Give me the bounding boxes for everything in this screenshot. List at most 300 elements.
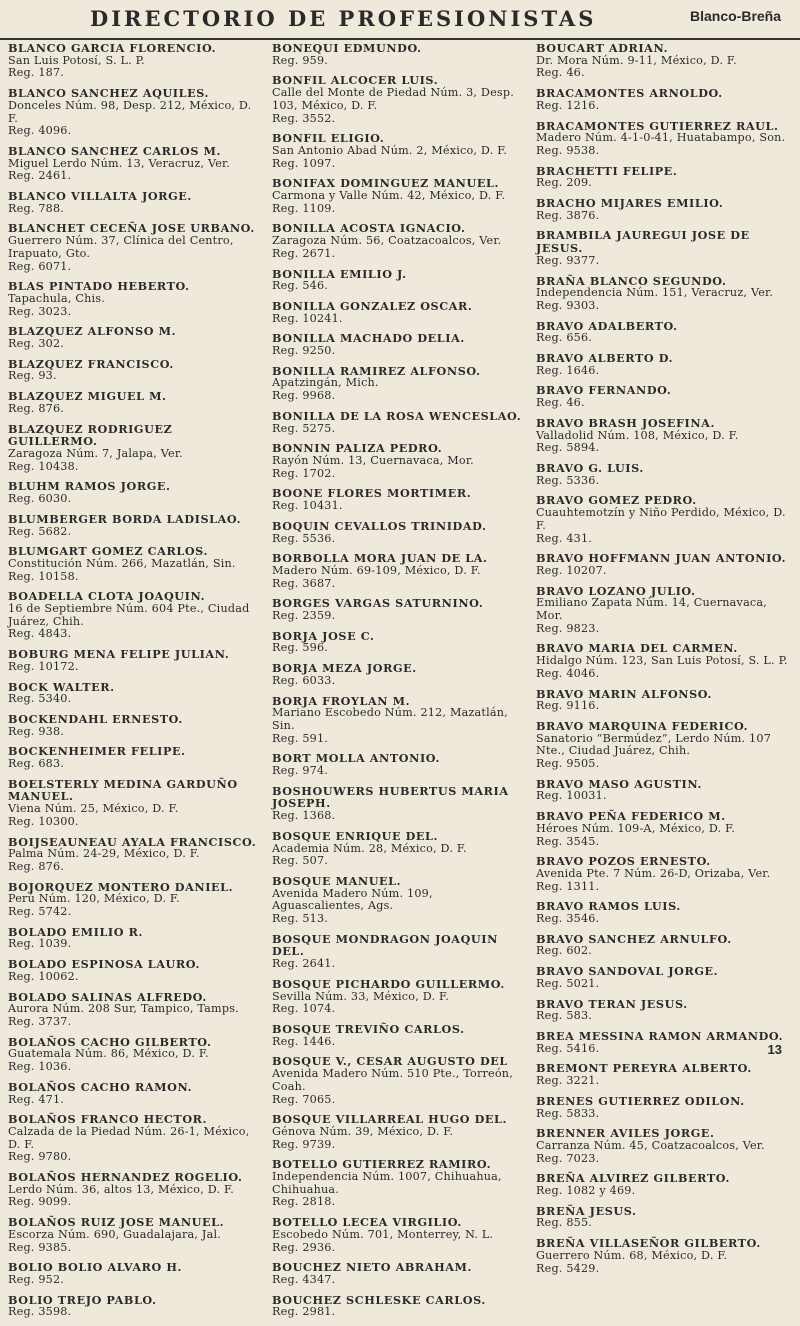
directory-entry [8,1171,264,1209]
entry-address: Sanatorio “Bermúdez”, Lerdo Núm. 107 Nte., Ciudad Juárez, Chih. [536,731,772,758]
entry-address: Escorza Núm. 690, Guadalajara, Jal. [8,1227,222,1241]
directory-entry [8,280,264,318]
entry-registration: Reg. 876. [8,401,65,415]
entry-registration: Reg. 4096. [8,124,72,138]
entry-name: BOUCHEZ SCHLESKE CARLOS. [272,1292,486,1307]
directory-column-1 [8,42,264,1326]
entry-name: BRAVO POZOS ERNESTO. [536,854,711,869]
entry-name: BRAVO TERAN JESUS. [536,996,688,1011]
entry-registration: Reg. 9116. [536,699,600,713]
entry-address: Avenida Madero Núm. 510 Pte., Torreón, Coah. [272,1067,513,1093]
entry-address: Tapachula, Chis. [8,291,105,305]
entry-name: BOSQUE VILLARREAL HUGO DEL. [272,1112,508,1127]
directory-entry [272,410,528,435]
entry-address: Mariano Escobedo Núm. 212, Mazatlán, Sin. [272,706,508,732]
entry-name: BRACAMONTES ARNOLDO. [536,86,723,101]
directory-entry [272,552,528,590]
entry-name: BONFIL ALCOCER LUIS. [272,73,439,88]
entry-address: San Luis Potosí, S. L. P. [8,53,145,67]
directory-entry [272,630,528,655]
entry-registration: Reg. 471. [8,1092,65,1106]
entry-name: BOLAÑOS CACHO RAMON. [8,1079,193,1094]
entry-registration: Reg. 431. [536,531,593,545]
entry-address: Guerrero Núm. 37, Clínica del Centro, Irapuato, Gto. [8,234,234,260]
directory-entry [8,1261,264,1286]
entry-name: BONILLA ACOSTA IGNACIO. [272,221,466,236]
directory-entry [536,352,792,377]
directory-entry [536,1172,792,1197]
entry-address: Cuauhtemotzín y Niño Perdido, México, D. F. [536,506,786,532]
entry-registration: Reg. 46. [536,66,585,80]
directory-entry [272,300,528,325]
entry-registration: Reg. 4347. [272,1272,336,1286]
entry-name: BOSQUE TREVIÑO CARLOS. [272,1022,465,1036]
directory-entry [536,720,792,771]
directory-entry [272,1158,528,1209]
entry-name: BRAÑA BLANCO SEGUNDO. [536,273,727,288]
entry-name: BOSQUE MANUEL. [272,873,402,888]
entry-registration: Reg. 7023. [536,1151,600,1165]
page-number: 13 [767,1042,782,1057]
directory-entry [536,320,792,345]
directory-entry [8,513,264,538]
entry-registration: Reg. 3737. [8,1015,72,1028]
directory-entry [272,177,528,215]
entry-registration: Reg. 3546. [536,912,600,926]
directory-entry [8,745,264,770]
directory-entry [536,855,792,893]
entry-address: Calzada de la Piedad Núm. 26-1, México, D. F. [8,1124,250,1151]
entry-name: BOLADO EMILIO R. [8,924,143,939]
entry-registration: Reg. 3545. [536,834,600,848]
entry-registration: Reg. 10158. [8,569,79,583]
directory-entry [8,222,264,273]
entry-address: Madero Núm. 4-1-0-41, Huatabampo, Son. [536,131,786,145]
alphabet-range: Blanco-Breña [690,8,782,24]
directory-entry [536,1205,792,1230]
entry-name: BONFIL ELIGIO. [272,131,385,146]
entry-registration: Reg. 1109. [272,201,336,215]
entry-registration: Reg. 9250. [272,344,336,358]
entry-registration: Reg. 5742. [8,905,72,919]
entry-name: BRAVO HOFFMANN JUAN ANTONIO. [536,551,787,566]
entry-address: Sevilla Núm. 33, México, D. F. [272,989,449,1003]
entry-registration: Reg. 1702. [272,466,336,480]
entry-name: BORJA MEZA JORGE. [272,661,417,676]
entry-name: BLAZQUEZ ALFONSO M. [8,324,177,339]
directory-entry [536,585,792,636]
entry-registration: Reg. 1368. [272,809,336,823]
entry-address: Donceles Núm. 98, Desp. 212, México, D. F. [8,98,252,125]
entry-name: BOLADO SALINAS ALFREDO. [8,989,207,1004]
entry-registration: Reg. 656. [536,331,593,345]
entry-registration: Reg. 6033. [272,673,336,687]
entry-address: Madero Núm. 69-109, México, D. F. [272,563,481,577]
entry-address: Calle del Monte de Piedad Núm. 3, Desp. 103, México, D. F. [272,86,514,112]
entry-registration: Reg. 4046. [536,666,600,680]
entry-name: BOONE FLORES MORTIMER. [272,486,472,501]
directory-entry [272,597,528,622]
directory-entry [272,132,528,170]
entry-registration: Reg. 6071. [8,259,72,273]
entry-name: BORJA FROYLAN M. [272,693,411,708]
entry-address: Academia Núm. 28, México, D. F. [272,841,467,855]
entry-name: BOLADO ESPINOSA LAURO. [8,957,200,972]
directory-entry [536,900,792,925]
entry-name: BOCKENDAHL ERNESTO. [8,711,183,726]
directory-entry [536,417,792,455]
directory-entry [536,688,792,713]
entry-registration: Reg. 7065. [272,1092,336,1106]
entry-name: BOADELLA CLOTA JOAQUIN. [8,589,206,604]
directory-entry [536,965,792,990]
directory-entry [536,1237,792,1275]
entry-registration: Reg. 9739. [272,1137,336,1151]
directory-column-3 [536,42,792,1282]
entry-registration: Reg. 10207. [536,563,607,577]
entry-registration: Reg. 1036. [8,1060,72,1074]
directory-entry [8,1036,264,1074]
entry-registration: Reg. 9377. [536,253,600,267]
entry-name: BOTELLO GUTIERREZ RAMIRO. [272,1157,492,1172]
directory-entry [8,1113,264,1164]
entry-registration: Reg. 3221. [536,1074,600,1088]
entry-name: BLUMBERGER BORDA LADISLAO. [8,511,242,526]
entry-name: BONILLA RAMIREZ ALFONSO. [272,363,481,378]
entry-registration: Reg. 596. [272,641,329,655]
entry-name: BOLIO TREJO PABLO. [8,1292,157,1307]
entry-name: BRAMBILA JAUREGUI JOSE DE JESUS. [536,228,750,256]
entry-name: BRAVO SANCHEZ ARNULFO. [536,931,732,946]
entry-name: BLAZQUEZ FRANCISCO. [8,356,174,371]
entry-registration: Reg. 2981. [272,1305,336,1319]
entry-name: BOJORQUEZ MONTERO DANIEL. [8,879,234,894]
entry-name: BRAVO FERNANDO. [536,383,672,398]
entry-name: BRAVO MASO AGUSTIN. [536,776,702,791]
entry-registration: Reg. 9780. [8,1150,72,1164]
entry-address: Avenida Madero Núm. 109, Aguascalientes, Ags. [272,886,433,913]
entry-address: Lerdo Núm. 36, altos 13, México, D. F. [8,1182,234,1196]
directory-entry [536,810,792,848]
entry-name: BOSQUE V., CESAR AUGUSTO DEL [272,1054,508,1069]
directory-entry [8,545,264,583]
page-title: DIRECTORIO DE PROFESIONISTAS [90,6,597,31]
directory-entry [272,662,528,687]
entry-name: BORT MOLLA ANTONIO. [272,751,440,766]
directory-entry [8,390,264,415]
entry-registration: Reg. 5536. [272,531,336,545]
entry-registration: Reg. 591. [272,731,329,745]
entry-name: BLAZQUEZ RODRIGUEZ GUILLERMO. [8,421,173,449]
entry-name: BLUHM RAMOS JORGE. [8,479,171,494]
entry-name: BORBOLLA MORA JUAN DE LA. [272,551,488,566]
entry-address: Guerrero Núm. 68, México, D. F. [536,1248,728,1262]
directory-entry [272,1261,528,1286]
directory-entry [8,648,264,673]
entry-name: BONIFAX DOMINGUEZ MANUEL. [272,176,499,191]
directory-entry [536,165,792,190]
directory-entry [8,590,264,641]
entry-name: BRAVO MARIN ALFONSO. [536,686,712,701]
entry-name: BOUCART ADRIAN. [536,41,669,55]
entry-registration: Reg. 10431. [272,499,343,513]
entry-registration: Reg. 513. [272,912,329,926]
entry-name: BRAVO MARQUINA FEDERICO. [536,718,749,733]
directory-entry [272,1294,528,1319]
entry-registration: Reg. 546. [272,279,329,293]
entry-name: BRENES GUTIERREZ ODILON. [536,1093,745,1108]
directory-entry [536,462,792,487]
directory-entry [272,875,528,926]
entry-registration: Reg. 5340. [8,692,72,706]
entry-registration: Reg. 5336. [536,473,600,487]
entry-address: 16 de Septiembre Núm. 604 Pte., Ciudad Juárez, Chih. [8,602,250,628]
entry-registration: Reg. 93. [8,369,57,383]
entry-name: BRAVO BRASH JOSEFINA. [536,415,715,430]
entry-registration: Reg. 9303. [536,298,600,312]
entry-registration: Reg. 9385. [8,1240,72,1254]
entry-name: BORJA JOSE C. [272,628,375,643]
entry-registration: Reg. 9505. [536,757,600,771]
entry-registration: Reg. 583. [536,1009,593,1023]
entry-registration: Reg. 5894. [536,441,600,455]
directory-entry [272,42,528,67]
directory-entry [8,713,264,738]
entry-registration: Reg. 5275. [272,421,336,435]
entry-registration: Reg. 10062. [8,969,79,983]
entry-name: BOTELLO LECEA VIRGILIO. [272,1215,462,1230]
entry-address: Miguel Lerdo Núm. 13, Veracruz, Ver. [8,156,231,170]
entry-name: BONNIN PALIZA PEDRO. [272,441,443,456]
entry-registration: Reg. 10300. [8,814,79,828]
entry-registration: Reg. 855. [536,1216,593,1230]
directory-entry [536,229,792,267]
directory-entry [8,926,264,951]
entry-name: BOQUIN CEVALLOS TRINIDAD. [272,518,487,533]
entry-name: BOLAÑOS CACHO GILBERTO. [8,1034,212,1049]
entry-address: Escobedo Núm. 701, Monterrey, N. L. [272,1227,494,1241]
entry-address: Independencia Núm. 1007, Chihuahua, Chihuahua. [272,1170,502,1196]
directory-entry [8,480,264,505]
directory-entry [272,695,528,746]
directory-entry [272,268,528,293]
entry-address: Perú Núm. 120, México, D. F. [8,892,180,906]
entry-name: BONILLA GONZALEZ OSCAR. [272,298,473,313]
entry-address: Rayón Núm. 13, Cuernavaca, Mor. [272,453,474,467]
entry-registration: Reg. 5682. [8,524,72,538]
directory-entry [536,1030,792,1055]
entry-registration: Reg. 10031. [536,789,607,803]
entry-name: BOIJSEAUNEAU AYALA FRANCISCO. [8,834,257,849]
entry-registration: Reg. 5429. [536,1261,600,1275]
entry-registration: Reg. 876. [8,859,65,873]
directory-entry [8,145,264,183]
entry-registration: Reg. 2641. [272,957,336,971]
entry-address: Aurora Núm. 208 Sur, Tampico, Tamps. [8,1002,239,1016]
entry-registration: Reg. 5833. [536,1106,600,1120]
entry-name: BLANCO SANCHEZ AQUILES. [8,86,210,101]
entry-address: Hidalgo Núm. 123, San Luis Potosí, S. L. P. [536,654,788,668]
directory-entry [272,830,528,868]
entry-name: BOCKENHEIMER FELIPE. [8,744,186,759]
entry-name: BOLAÑOS RUIZ JOSE MANUEL. [8,1215,225,1230]
directory-entry [272,1113,528,1151]
entry-address: Avenida Pte. 7 Núm. 26-D, Orizaba, Ver. [536,866,771,880]
directory-entry [8,1216,264,1254]
entry-name: BRAVO PEÑA FEDERICO M. [536,809,726,824]
entry-registration: Reg. 187. [8,66,65,80]
entry-name: BRACHO MIJARES EMILIO. [536,196,724,211]
directory-entry [8,42,264,80]
entry-registration: Reg. 938. [8,724,65,738]
entry-name: BOSQUE PICHARDO GUILLERMO. [272,976,505,991]
entry-name: BOCK WALTER. [8,679,115,694]
directory-entry [536,384,792,409]
entry-registration: Reg. 788. [8,201,65,215]
entry-registration: Reg. 6030. [8,492,72,506]
entry-name: BREA MESSINA RAMON ARMANDO. [536,1029,784,1043]
directory-entry [272,520,528,545]
entry-address: Viena Núm. 25, México, D. F. [8,802,179,816]
entry-registration: Reg. 46. [536,396,585,410]
entry-registration: Reg. 5021. [536,976,600,990]
directory-entry [8,681,264,706]
entry-registration: Reg. 4843. [8,627,72,641]
entry-name: BREÑA JESUS. [536,1203,637,1218]
directory-entry [272,222,528,260]
entry-name: BONILLA DE LA ROSA WENCESLAO. [272,408,522,423]
entry-registration: Reg. 1039. [8,937,72,951]
directory-entry [8,423,264,474]
entry-name: BONEQUI EDMUNDO. [272,41,422,55]
entry-registration: Reg. 209. [536,176,593,190]
entry-name: BOSHOUWERS HUBERTUS MARIA JOSEPH. [272,783,509,811]
entry-registration: Reg. 1074. [272,1002,336,1016]
entry-registration: Reg. 5416. [536,1041,600,1055]
directory-entry [536,494,792,545]
directory-entry [272,785,528,823]
page-header [0,0,800,40]
directory-entry [272,74,528,125]
entry-registration: Reg. 1216. [536,98,600,112]
directory-entry [272,332,528,357]
directory-entry [536,275,792,313]
directory-column-2 [272,42,528,1326]
entry-address: Héroes Núm. 109-A, México, D. F. [536,821,736,835]
directory-entry [536,552,792,577]
entry-name: BREÑA VILLASEÑOR GILBERTO. [536,1236,761,1251]
entry-name: BLAZQUEZ MIGUEL M. [8,389,167,404]
entry-registration: Reg. 9538. [536,143,600,157]
entry-registration: Reg. 1082 y 469. [536,1184,636,1198]
entry-registration: Reg. 974. [272,764,329,778]
directory-entry [536,120,792,158]
entry-name: BRAVO LOZANO JULIO. [536,583,696,598]
entry-registration: Reg. 2818. [272,1195,336,1209]
entry-name: BOLIO BOLIO ALVARO H. [8,1260,183,1275]
entry-name: BLUMGART GOMEZ CARLOS. [8,544,208,559]
directory-entry [536,42,792,80]
entry-registration: Reg. 602. [536,944,593,958]
entry-registration: Reg. 3687. [272,576,336,590]
entry-address: San Antonio Abad Núm. 2, México, D. F. [272,143,508,157]
entry-address: Zaragoza Núm. 56, Coatzacoalcos, Ver. [272,234,502,248]
entry-name: BLAS PINTADO HEBERTO. [8,279,190,294]
entry-name: BOSQUE MONDRAGON JOAQUIN DEL. [272,931,498,959]
directory-entry [8,881,264,919]
directory-entry [8,1081,264,1106]
entry-address: Carmona y Valle Núm. 42, México, D. F. [272,189,506,203]
entry-address: Dr. Mora Núm. 9-11, México, D. F. [536,53,737,67]
entry-name: BOELSTERLY MEDINA GARDUÑO MANUEL. [8,776,238,804]
entry-address: Valladolid Núm. 108, México, D. F. [536,428,739,442]
entry-address: Constitución Núm. 266, Mazatlán, Sin. [8,556,236,570]
entry-registration: Reg. 1646. [536,363,600,377]
entry-registration: Reg. 10172. [8,659,79,673]
entry-name: BLANCHET CECEÑA JOSE URBANO. [8,221,255,236]
entry-registration: Reg. 2359. [272,609,336,623]
entry-registration: Reg. 3876. [536,208,600,222]
directory-entry [272,752,528,777]
directory-entry [536,197,792,222]
entry-registration: Reg. 683. [8,757,65,771]
entry-name: BRAVO GOMEZ PEDRO. [536,493,697,508]
entry-address: Emiliano Zapata Núm. 14, Cuernavaca, Mor. [536,596,768,623]
directory-entry [8,778,264,829]
entry-registration: Reg. 10241. [272,311,343,325]
entry-name: BRAVO MARIA DEL CARMEN. [536,641,738,656]
entry-registration: Reg. 959. [272,53,329,67]
directory-entry [8,958,264,983]
entry-registration: Reg. 3552. [272,111,336,125]
directory-entry [536,1127,792,1165]
entry-registration: Reg. 9099. [8,1195,72,1209]
entry-registration: Reg. 10438. [8,459,79,473]
entry-registration: Reg. 3023. [8,304,72,318]
entry-name: BRENNER AVILES JORGE. [536,1126,715,1141]
entry-registration: Reg. 302. [8,337,65,351]
entry-name: BOBURG MENA FELIPE JULIAN. [8,647,230,662]
entry-name: BOUCHEZ NIETO ABRAHAM. [272,1260,473,1275]
entry-name: BRACAMONTES GUTIERREZ RAUL. [536,118,779,133]
entry-name: BRAVO G. LUIS. [536,460,644,475]
entry-name: BONILLA EMILIO J. [272,266,407,281]
entry-address: Apatzingán, Mich. [272,376,379,390]
directory-entry [536,1095,792,1120]
directory-entry [8,325,264,350]
directory-entry [8,87,264,138]
directory-entry [536,642,792,680]
entry-name: BLANCO GARCIA FLORENCIO. [8,41,217,55]
directory-entry [8,836,264,874]
directory-entry [272,487,528,512]
directory-entry [536,87,792,112]
entry-name: BLANCO VILLALTA JORGE. [8,189,192,204]
directory-entry [8,991,264,1029]
entry-registration: Reg. 9823. [536,621,600,635]
directory-entry [536,778,792,803]
entry-name: BREÑA ALVIREZ GILBERTO. [536,1171,730,1186]
entry-address: Independencia Núm. 151, Veracruz, Ver. [536,286,774,300]
entry-name: BRAVO ADALBERTO. [536,318,678,333]
entry-registration: Reg. 1311. [536,879,600,893]
entry-registration: Reg. 2936. [272,1240,336,1254]
entry-name: BOLAÑOS FRANCO HECTOR. [8,1112,208,1127]
header-rule [0,38,800,40]
directory-entry [8,358,264,383]
directory-entry [536,933,792,958]
directory-entry [272,365,528,403]
